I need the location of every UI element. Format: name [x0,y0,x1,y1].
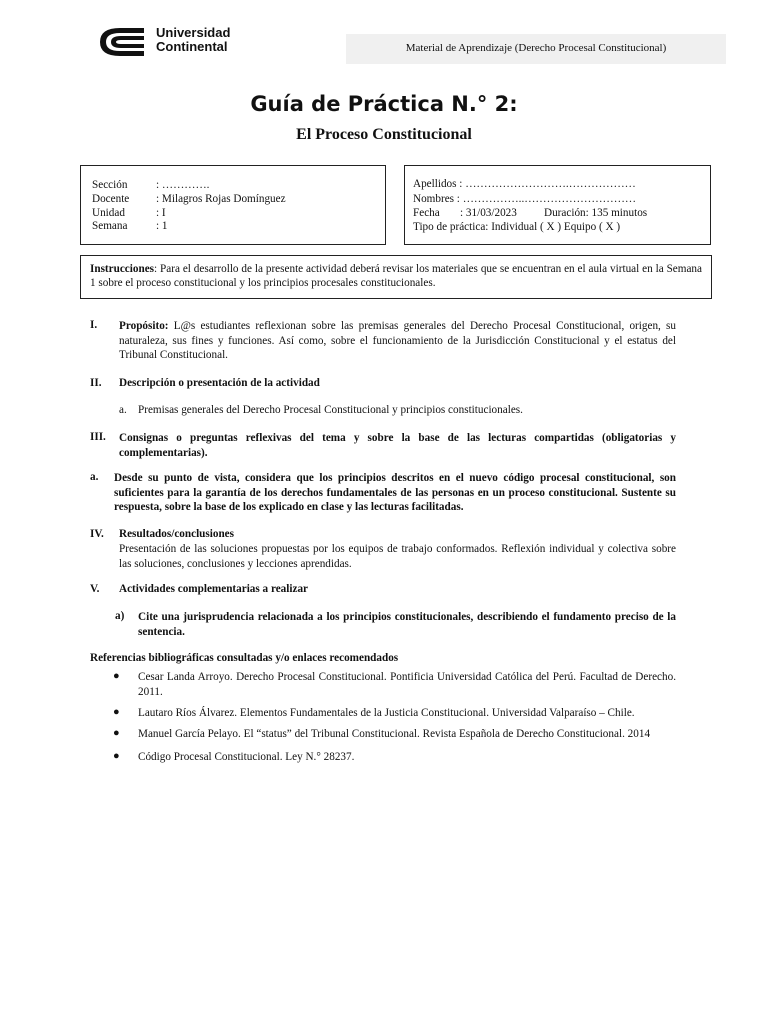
nombres-field: Nombres : ……………..………………………… [413,193,637,205]
section-3-title: Consignas o preguntas reflexivas del tema y sobre la base de las lecturas compartidas (obligatorias y complementarias). [119,432,676,459]
duracion-field: Duración: 135 minutos [544,207,648,219]
material-header [346,34,726,64]
section-4-number: IV. [90,528,104,540]
reference-item: Código Procesal Constitucional. Ley N.° 28237. [138,751,355,763]
page-subtitle: El Proceso Constitucional [296,126,472,143]
section-2-number: II. [90,377,102,389]
section-1-number: I. [90,319,98,331]
university-logo-icon [98,24,146,60]
page-title: Guía de Práctica N.° 2: [250,92,518,116]
section-2-title: Descripción o presentación de la actividad [119,377,320,389]
university-name-line1: Universidad [156,25,231,40]
fecha-value: : 31/03/2023 [460,207,517,219]
references-title: Referencias bibliográficas consultadas y/o enlaces recomendados [90,652,399,664]
reference-item: Lautaro Ríos Álvarez. Elementos Fundamentales de la Justicia Constitucional. Universidad Valparaíso – Chile. [138,707,635,719]
section-5a-letter: a) [115,610,125,622]
section-1-text: L@s estudiantes reflexionan sobre las premisas generales del Derecho Procesal Constitucional, origen, su naturaleza, sus fines y funciones. Así como, sobre el funcionamiento de la Jurisdicción Constitucional y el estatus del Tribunal Constitucional. [119,320,676,361]
reference-bullet: ● [113,727,120,739]
tipo-practica-field: Tipo de práctica: Individual ( X ) Equipo ( X ) [413,221,621,233]
section-4-title: Resultados/conclusiones [119,528,234,540]
section-3-number: III. [90,431,106,443]
info-label-docente: Docente [92,193,130,205]
instructions-text: : Para el desarrollo de la presente actividad deberá revisar los materiales que se encuentran en el aula virtual en la Semana 1 sobre el proceso constitucional y los principios procesales constitucionales. [90,263,702,289]
instructions-label: Instrucciones [90,263,155,275]
info-label-semana: Semana [92,220,128,232]
instructions-box [80,255,712,299]
section-2-item-letter: a. [119,404,127,416]
info-value-seccion: : …………. [156,179,210,191]
section-2-item-text: Premisas generales del Derecho Procesal Constitucional y principios constitucionales. [138,404,523,416]
apellidos-field: Apellidos : ……………………….……………… [413,178,636,190]
reference-bullet: ● [113,670,120,682]
section-5a-text: Cite una jurisprudencia relacionada a los principios constitucionales, describiendo el fundamento preciso de la sentencia. [138,611,676,638]
reference-item: Cesar Landa Arroyo. Derecho Procesal Constitucional. Pontificia Universidad Católica del Perú. Facultad de Derecho. 2011. [138,671,676,698]
material-label: Material de Aprendizaje (Derecho Procesal Constitucional) [405,42,667,54]
university-name-line2: Continental [156,39,228,54]
fecha-label: Fecha [413,207,440,219]
section-3a-letter: a. [90,471,99,483]
section-1-label: Propósito: [119,320,169,332]
section-5-title: Actividades complementarias a realizar [119,583,309,595]
info-right-box [404,165,711,245]
section-4-text: Presentación de las soluciones propuestas por los equipos de trabajo conformados. Reflexión individual y colectiva sobre las soluciones, conclusiones y lecciones aprendidas. [119,543,676,570]
info-value-unidad: : I [156,207,166,219]
section-5-number: V. [90,583,100,595]
reference-bullet: ● [113,706,120,718]
info-label-seccion: Sección [92,179,128,191]
info-value-docente: : Milagros Rojas Domínguez [156,193,286,205]
info-left-box [80,165,386,245]
info-value-semana: : 1 [156,220,168,232]
reference-item: Manuel García Pelayo. El “status” del Tribunal Constitucional. Revista Española de Derecho Constitucional. 2014 [138,728,651,740]
university-name [156,26,230,54]
reference-bullet: ● [113,750,120,762]
section-3a-text: Desde su punto de vista, considera que los principios descritos en el nuevo código procesal constitucional, son suficientes para la garantía de los derechos fundamentales de las personas en un proceso constitucional. Sustente su respuesta, sobre la base de los explicado en clase y las lecturas facilitadas. [114,472,676,513]
section-1-purpose [119,319,676,363]
info-label-unidad: Unidad [92,207,125,219]
